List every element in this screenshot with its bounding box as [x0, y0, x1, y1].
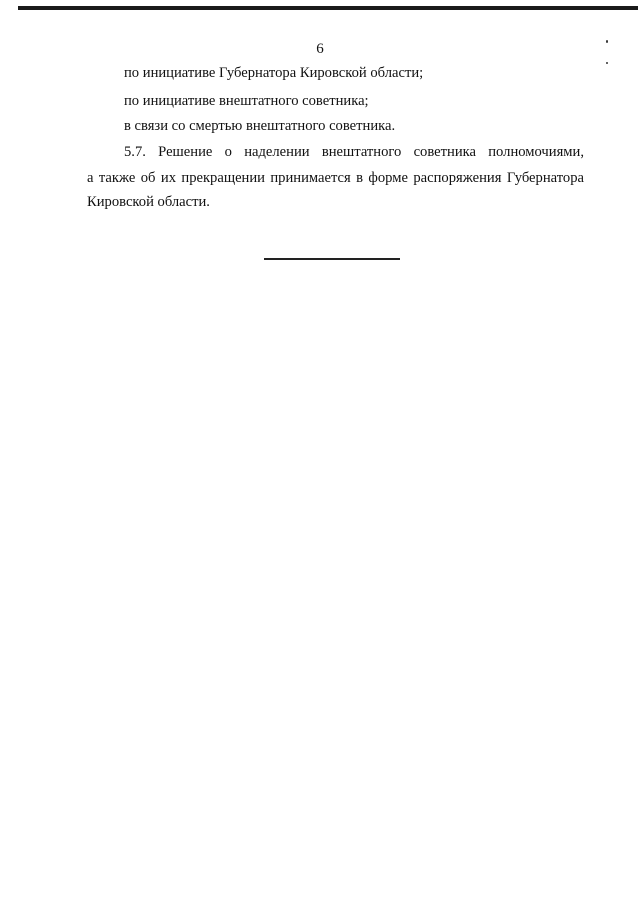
clause-line-2: а также об их прекращении принимается в форме распоряжения Губернатора: [87, 170, 584, 186]
scan-speck: [606, 40, 608, 43]
list-item-advisor-initiative: по инициативе внештатного советника;: [124, 93, 369, 109]
end-of-text-rule: [264, 258, 400, 260]
list-item-death: в связи со смертью внештатного советника.: [124, 118, 396, 134]
page-number: 6: [316, 41, 324, 57]
clause-line-3: Кировской области.: [87, 194, 210, 210]
scan-speck: [606, 62, 608, 64]
clause-line-1: 5.7. Решение о наделении внештатного советника полномочиями,: [124, 144, 584, 160]
list-item-governor-initiative: по инициативе Губернатора Кировской области;: [124, 65, 424, 81]
top-border-rule: [18, 6, 638, 10]
